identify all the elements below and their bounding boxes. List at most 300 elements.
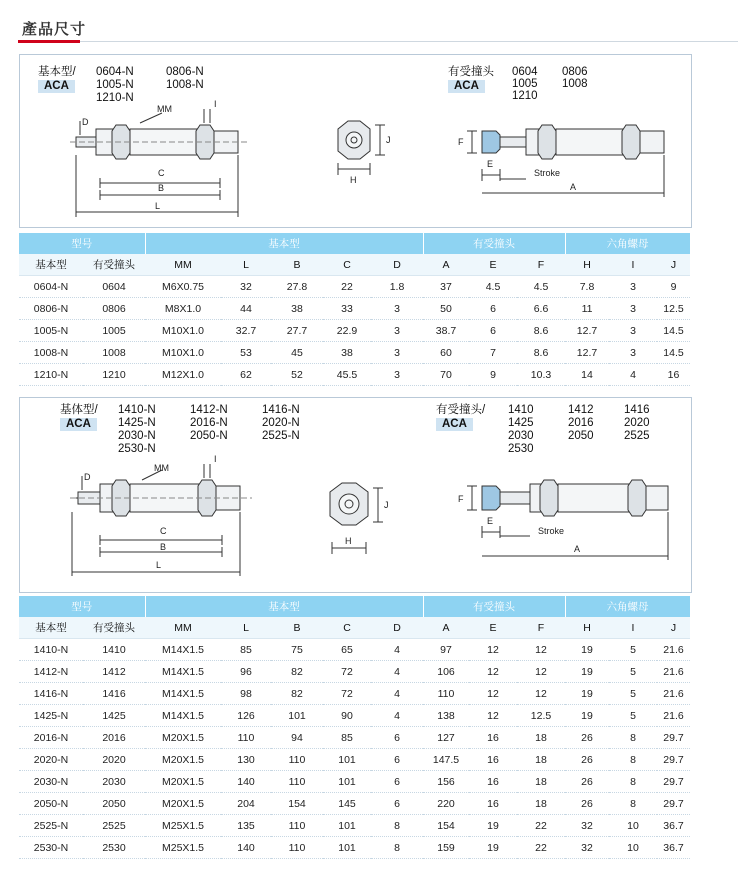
group-header: 型号 (19, 596, 145, 617)
column-header: A (423, 617, 469, 639)
table-cell: 0806 (83, 298, 145, 320)
table-cell: 26 (565, 727, 609, 749)
table-cell: 101 (323, 771, 371, 793)
table-cell: 7.8 (565, 276, 609, 298)
table-cell: 26 (565, 749, 609, 771)
table-cell: 110 (221, 727, 271, 749)
column-header: 有受撞头 (83, 254, 145, 276)
table-row (19, 661, 690, 683)
table-cell: M20X1.5 (145, 771, 221, 793)
dim-label-J: J (384, 500, 389, 510)
dim-label-I: I (214, 99, 217, 109)
table-cell: 3 (609, 342, 657, 364)
model-code: 0604-N (96, 66, 134, 78)
table-cell: 65 (323, 639, 371, 661)
table-cell: 44 (221, 298, 271, 320)
table-cell: 6 (469, 298, 517, 320)
table-cell: M14X1.5 (145, 661, 221, 683)
table-cell: 138 (423, 705, 469, 727)
table-cell: 6 (371, 749, 423, 771)
table-cell: 101 (323, 837, 371, 859)
table-cell: 12.7 (565, 342, 609, 364)
table-cell: 4.5 (517, 276, 565, 298)
dimension-drawing-1 (19, 54, 692, 228)
table-cell: 110 (271, 771, 323, 793)
table-row (19, 727, 690, 749)
table-cell: 22.9 (323, 320, 371, 342)
column-header: 基本型 (19, 617, 83, 639)
table-cell: 1005 (83, 320, 145, 342)
table-cell: 7 (469, 342, 517, 364)
basic-type-label: 基体型/ (60, 404, 98, 416)
table-cell: 6 (469, 320, 517, 342)
table-cell: 4 (371, 639, 423, 661)
table-cell: 22 (517, 815, 565, 837)
table-cell: 37 (423, 276, 469, 298)
table-cell: 38 (271, 298, 323, 320)
table-row (19, 771, 690, 793)
table-cell: 8 (371, 815, 423, 837)
table-cell: 5 (609, 705, 657, 727)
table-row (19, 705, 690, 727)
aca-badge: ACA (436, 418, 473, 431)
column-header: F (517, 617, 565, 639)
model-code: 1210 (512, 90, 538, 102)
table-cell: 75 (271, 639, 323, 661)
table-cell: M8X1.0 (145, 298, 221, 320)
table-cell: 12 (469, 705, 517, 727)
dim-label-J: J (386, 135, 391, 145)
table-cell: 101 (271, 705, 323, 727)
group-header-row (19, 233, 690, 254)
aca-badge: ACA (448, 80, 485, 93)
table-cell: 26 (565, 793, 609, 815)
table-cell: 10.3 (517, 364, 565, 386)
table-cell: 14.5 (657, 320, 690, 342)
table-cell: 154 (423, 815, 469, 837)
table-cell: 126 (221, 705, 271, 727)
model-code: 1412 (568, 404, 594, 416)
table-cell: 1210-N (19, 364, 83, 386)
table-cell: 0604 (83, 276, 145, 298)
table-cell: 16 (469, 793, 517, 815)
aca-badge: ACA (38, 80, 75, 93)
table-cell: 4 (371, 661, 423, 683)
model-code: 2530 (508, 443, 534, 455)
column-header: 有受撞头 (83, 617, 145, 639)
table-cell: 29.7 (657, 727, 690, 749)
column-header: I (609, 254, 657, 276)
model-code: 1008-N (166, 79, 204, 91)
group-header: 六角螺母 (565, 596, 690, 617)
table-cell: 19 (565, 639, 609, 661)
table-cell: 2030-N (19, 771, 83, 793)
table-cell: 5 (609, 661, 657, 683)
table-cell: 97 (423, 639, 469, 661)
table-cell: 1.8 (371, 276, 423, 298)
table-cell: 1416 (83, 683, 145, 705)
group-header: 型号 (19, 233, 145, 254)
table-cell: 145 (323, 793, 371, 815)
column-header: B (271, 617, 323, 639)
model-code: 0806-N (166, 66, 204, 78)
table-cell: 45.5 (323, 364, 371, 386)
table-cell: 110 (423, 683, 469, 705)
table-cell: 85 (323, 727, 371, 749)
table-cell: 22 (323, 276, 371, 298)
table-row (19, 276, 690, 298)
model-code: 2016 (568, 417, 594, 429)
dim-label-F: F (458, 137, 464, 147)
dim-label-H: H (345, 536, 352, 546)
table-cell: 0806-N (19, 298, 83, 320)
table-cell: 12 (517, 661, 565, 683)
table-cell: 0604-N (19, 276, 83, 298)
table-cell: 26 (565, 771, 609, 793)
stroke-label: Stroke (538, 526, 565, 536)
table-cell: 220 (423, 793, 469, 815)
column-header-row (19, 254, 690, 276)
dimension-drawing-2 (19, 397, 692, 593)
model-code: 2050-N (190, 430, 228, 442)
aca-badge: ACA (60, 418, 97, 431)
model-code: 1412-N (190, 404, 228, 416)
table-cell: 45 (271, 342, 323, 364)
column-header: H (565, 617, 609, 639)
table-cell: 6.6 (517, 298, 565, 320)
dim-label-I: I (214, 454, 217, 464)
table-cell: 140 (221, 837, 271, 859)
table-row (19, 815, 690, 837)
model-code: 0806 (562, 66, 588, 78)
table-cell: 3 (609, 298, 657, 320)
dim-label-H: H (350, 175, 357, 185)
table-cell: 32 (565, 837, 609, 859)
shock-absorber-diagram (20, 398, 691, 592)
model-code: 2016-N (190, 417, 228, 429)
group-header: 六角螺母 (565, 233, 690, 254)
table-cell: 5 (609, 639, 657, 661)
table-cell: 110 (271, 815, 323, 837)
model-code: 2020 (624, 417, 650, 429)
table-cell: 12 (469, 661, 517, 683)
table-cell: 140 (221, 771, 271, 793)
table-cell: 21.6 (657, 661, 690, 683)
title-divider (80, 41, 738, 42)
table-cell: 38 (323, 342, 371, 364)
model-code: 1005-N (96, 79, 134, 91)
dim-label-E: E (487, 159, 494, 169)
table-cell: 33 (323, 298, 371, 320)
model-code: 1425 (508, 417, 534, 429)
table-cell: 16 (469, 749, 517, 771)
table-cell: M25X1.5 (145, 815, 221, 837)
column-header: L (221, 617, 271, 639)
table-cell: 6 (371, 727, 423, 749)
table-cell: 9 (469, 364, 517, 386)
column-header: MM (145, 617, 221, 639)
group-header: 有受撞头 (423, 233, 565, 254)
table-cell: 2016 (83, 727, 145, 749)
table-cell: 36.7 (657, 837, 690, 859)
table-cell: 1425-N (19, 705, 83, 727)
table-row (19, 639, 690, 661)
table-cell: M10X1.0 (145, 342, 221, 364)
table-cell: 8.6 (517, 342, 565, 364)
table-cell: 19 (469, 815, 517, 837)
table-cell: 27.7 (271, 320, 323, 342)
table-row (19, 683, 690, 705)
table-cell: 10 (609, 837, 657, 859)
table-cell: M25X1.5 (145, 837, 221, 859)
column-header: L (221, 254, 271, 276)
table-cell: 18 (517, 727, 565, 749)
dim-label-MM: MM (157, 104, 172, 114)
table-cell: 8 (609, 771, 657, 793)
table-cell: 72 (323, 683, 371, 705)
column-header: MM (145, 254, 221, 276)
table-row (19, 342, 690, 364)
table-cell: 130 (221, 749, 271, 771)
table-cell: 21.6 (657, 639, 690, 661)
column-header: E (469, 254, 517, 276)
column-header: I (609, 617, 657, 639)
dim-label-E: E (487, 516, 494, 526)
impact-head-label: 有受撞头/ (436, 404, 486, 416)
table-cell: 6 (371, 771, 423, 793)
table-cell: 8 (609, 793, 657, 815)
spec-table-1 (19, 233, 691, 386)
column-header: F (517, 254, 565, 276)
dim-label-A: A (570, 182, 577, 192)
page-title: 產品尺寸 (22, 21, 87, 38)
table-cell: 82 (271, 661, 323, 683)
table-cell: 82 (271, 683, 323, 705)
table-cell: 8 (609, 727, 657, 749)
table-cell: 1005-N (19, 320, 83, 342)
table-cell: M20X1.5 (145, 793, 221, 815)
group-header: 基本型 (145, 596, 423, 617)
dim-label-L: L (155, 201, 161, 211)
table-cell: 1210 (83, 364, 145, 386)
table-cell: 72 (323, 661, 371, 683)
table-cell: 5 (609, 683, 657, 705)
model-code: 2030-N (118, 430, 156, 442)
table-cell: 1412-N (19, 661, 83, 683)
table-cell: 147.5 (423, 749, 469, 771)
table-cell: 12 (469, 683, 517, 705)
table-cell: 135 (221, 815, 271, 837)
dim-label-C: C (158, 168, 165, 178)
basic-type-label: 基本型/ (38, 66, 76, 78)
table-cell: M6X0.75 (145, 276, 221, 298)
table-cell: 10 (609, 815, 657, 837)
column-header: D (371, 254, 423, 276)
model-code: 2030 (508, 430, 534, 442)
table-cell: 22 (517, 837, 565, 859)
table-cell: 29.7 (657, 771, 690, 793)
table-cell: M20X1.5 (145, 749, 221, 771)
table-cell: 85 (221, 639, 271, 661)
model-code: 1410 (508, 404, 534, 416)
table-cell: 3 (609, 276, 657, 298)
dim-label-D: D (82, 117, 89, 127)
table-cell: 2525-N (19, 815, 83, 837)
table-cell: 8 (371, 837, 423, 859)
dim-label-C: C (160, 526, 167, 536)
table-row (19, 298, 690, 320)
group-header: 基本型 (145, 233, 423, 254)
table-cell: 159 (423, 837, 469, 859)
group-header: 有受撞头 (423, 596, 565, 617)
table-cell: 12 (517, 683, 565, 705)
table-cell: 1425 (83, 705, 145, 727)
table-cell: 9 (657, 276, 690, 298)
model-code: 1416 (624, 404, 650, 416)
table-cell: 18 (517, 771, 565, 793)
table-cell: 3 (609, 320, 657, 342)
column-header: H (565, 254, 609, 276)
table-cell: 2020 (83, 749, 145, 771)
table-cell: 204 (221, 793, 271, 815)
model-code: 2020-N (262, 417, 300, 429)
table-cell: 3 (371, 342, 423, 364)
table-cell: M14X1.5 (145, 639, 221, 661)
column-header-row (19, 617, 690, 639)
table-cell: 12 (469, 639, 517, 661)
table-cell: 4 (609, 364, 657, 386)
table-cell: 110 (271, 837, 323, 859)
table-cell: 3 (371, 298, 423, 320)
table-cell: 19 (565, 661, 609, 683)
dim-label-F: F (458, 494, 464, 504)
column-header: J (657, 254, 690, 276)
table-cell: 12.5 (517, 705, 565, 727)
section-header (18, 16, 738, 46)
table-cell: 27.8 (271, 276, 323, 298)
table-body (19, 639, 690, 859)
dim-label-B: B (158, 183, 165, 193)
table-cell: 52 (271, 364, 323, 386)
table-cell: 101 (323, 815, 371, 837)
impact-head-label: 有受撞头 (448, 66, 494, 78)
table-cell: 4 (371, 683, 423, 705)
table-row (19, 364, 690, 386)
column-header: 基本型 (19, 254, 83, 276)
table-cell: 4.5 (469, 276, 517, 298)
shock-absorber-diagram (20, 55, 691, 227)
table-cell: 32.7 (221, 320, 271, 342)
spec-table-2 (19, 596, 691, 859)
table-cell: 98 (221, 683, 271, 705)
table-cell: 1410-N (19, 639, 83, 661)
table-cell: 38.7 (423, 320, 469, 342)
model-code: 2525-N (262, 430, 300, 442)
dim-label-L: L (156, 560, 162, 570)
table-cell: 19 (565, 683, 609, 705)
table-cell: M10X1.0 (145, 320, 221, 342)
table-cell: 2016-N (19, 727, 83, 749)
table-cell: 2020-N (19, 749, 83, 771)
table-cell: 2030 (83, 771, 145, 793)
model-code: 1425-N (118, 417, 156, 429)
table-cell: 62 (221, 364, 271, 386)
dim-label-D: D (84, 472, 91, 482)
table-cell: 2050-N (19, 793, 83, 815)
model-code: 1416-N (262, 404, 300, 416)
table-cell: 2530-N (19, 837, 83, 859)
table-cell: 4 (371, 705, 423, 727)
table-cell: M20X1.5 (145, 727, 221, 749)
column-header: D (371, 617, 423, 639)
table-cell: 2530 (83, 837, 145, 859)
model-code: 1005 (512, 78, 538, 90)
table-cell: 29.7 (657, 793, 690, 815)
table-cell: 16 (469, 727, 517, 749)
table-cell: 1412 (83, 661, 145, 683)
table-cell: 12 (517, 639, 565, 661)
table-cell: 18 (517, 749, 565, 771)
table-cell: 14.5 (657, 342, 690, 364)
table-cell: 1416-N (19, 683, 83, 705)
model-code: 1410-N (118, 404, 156, 416)
column-header: B (271, 254, 323, 276)
table-cell: 101 (323, 749, 371, 771)
stroke-label: Stroke (534, 168, 561, 178)
table-cell: 18 (517, 793, 565, 815)
table-cell: 127 (423, 727, 469, 749)
table-cell: 154 (271, 793, 323, 815)
table-cell: 19 (469, 837, 517, 859)
table-row (19, 749, 690, 771)
table-cell: 2050 (83, 793, 145, 815)
table-cell: 1410 (83, 639, 145, 661)
model-code: 0604 (512, 66, 538, 78)
table-row (19, 793, 690, 815)
table-cell: 8.6 (517, 320, 565, 342)
table-cell: 96 (221, 661, 271, 683)
table-cell: M12X1.0 (145, 364, 221, 386)
table-cell: 11 (565, 298, 609, 320)
table-cell: 1008 (83, 342, 145, 364)
table-cell: 32 (221, 276, 271, 298)
table-cell: 2525 (83, 815, 145, 837)
table-cell: 110 (271, 749, 323, 771)
table-cell: M14X1.5 (145, 705, 221, 727)
model-code: 2050 (568, 430, 594, 442)
model-code: 2525 (624, 430, 650, 442)
table-cell: 32 (565, 815, 609, 837)
table-row (19, 320, 690, 342)
table-cell: 3 (371, 320, 423, 342)
table-cell: 21.6 (657, 683, 690, 705)
table-cell: 6 (371, 793, 423, 815)
dim-label-A: A (574, 544, 581, 554)
column-header: E (469, 617, 517, 639)
model-code: 2530-N (118, 443, 156, 455)
table-cell: 12.7 (565, 320, 609, 342)
table-cell: 70 (423, 364, 469, 386)
table-row (19, 837, 690, 859)
dim-label-B: B (160, 542, 167, 552)
table-cell: 156 (423, 771, 469, 793)
group-header-row (19, 596, 690, 617)
column-header: A (423, 254, 469, 276)
table-cell: 19 (565, 705, 609, 727)
table-cell: 16 (657, 364, 690, 386)
table-cell: 1008-N (19, 342, 83, 364)
table-cell: 12.5 (657, 298, 690, 320)
